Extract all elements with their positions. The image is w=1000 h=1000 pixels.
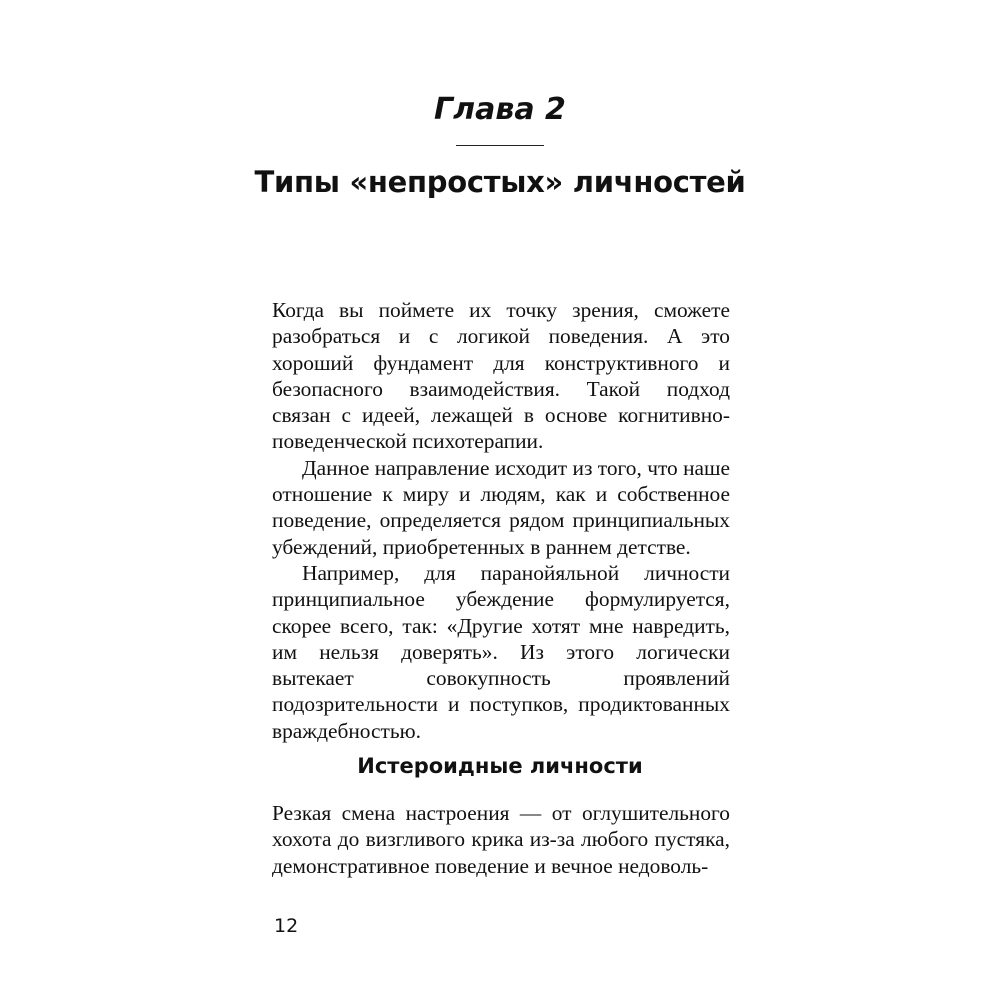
paragraph-2: Данное направление исходит из того, что наше отношение к миру и людям, как и собственное поведение, определяется рядом принципиальных убеждений, приобретенных в раннем детстве.: [272, 455, 730, 559]
section-paragraph: Резкая смена настроения — от оглушительного хохота до визгливого крика из-за любого пустяка, демонстративное поведение и вечное недоволь-: [272, 801, 730, 878]
section-text-block: [272, 800, 730, 879]
paragraph-1: Когда вы поймете их точку зрения, сможете разобраться и с логикой поведения. А это хороший фундамент для конструктивного и безопасного взаимодействия. Такой подход связан с идеей, лежащей в основе когнитивно-поведенческой психотерапии.: [272, 298, 730, 454]
page-number: 12: [274, 915, 299, 937]
chapter-title: Типы «непростых» личностей: [254, 165, 746, 199]
chapter-label: Глава 2: [434, 92, 566, 127]
chapter-divider: [456, 145, 544, 146]
intro-text-block: [272, 297, 730, 744]
section-heading: Истероидные личности: [357, 754, 643, 778]
paragraph-3: Например, для паранойяльной личности принципиальное убеждение формулируется, скорее всего, так: «Другие хотят мне навредить, им нельзя доверять». Из этого логически вытекает совокупность проявлений подозрительности и поступков, продиктованных враждебностью.: [272, 560, 730, 743]
